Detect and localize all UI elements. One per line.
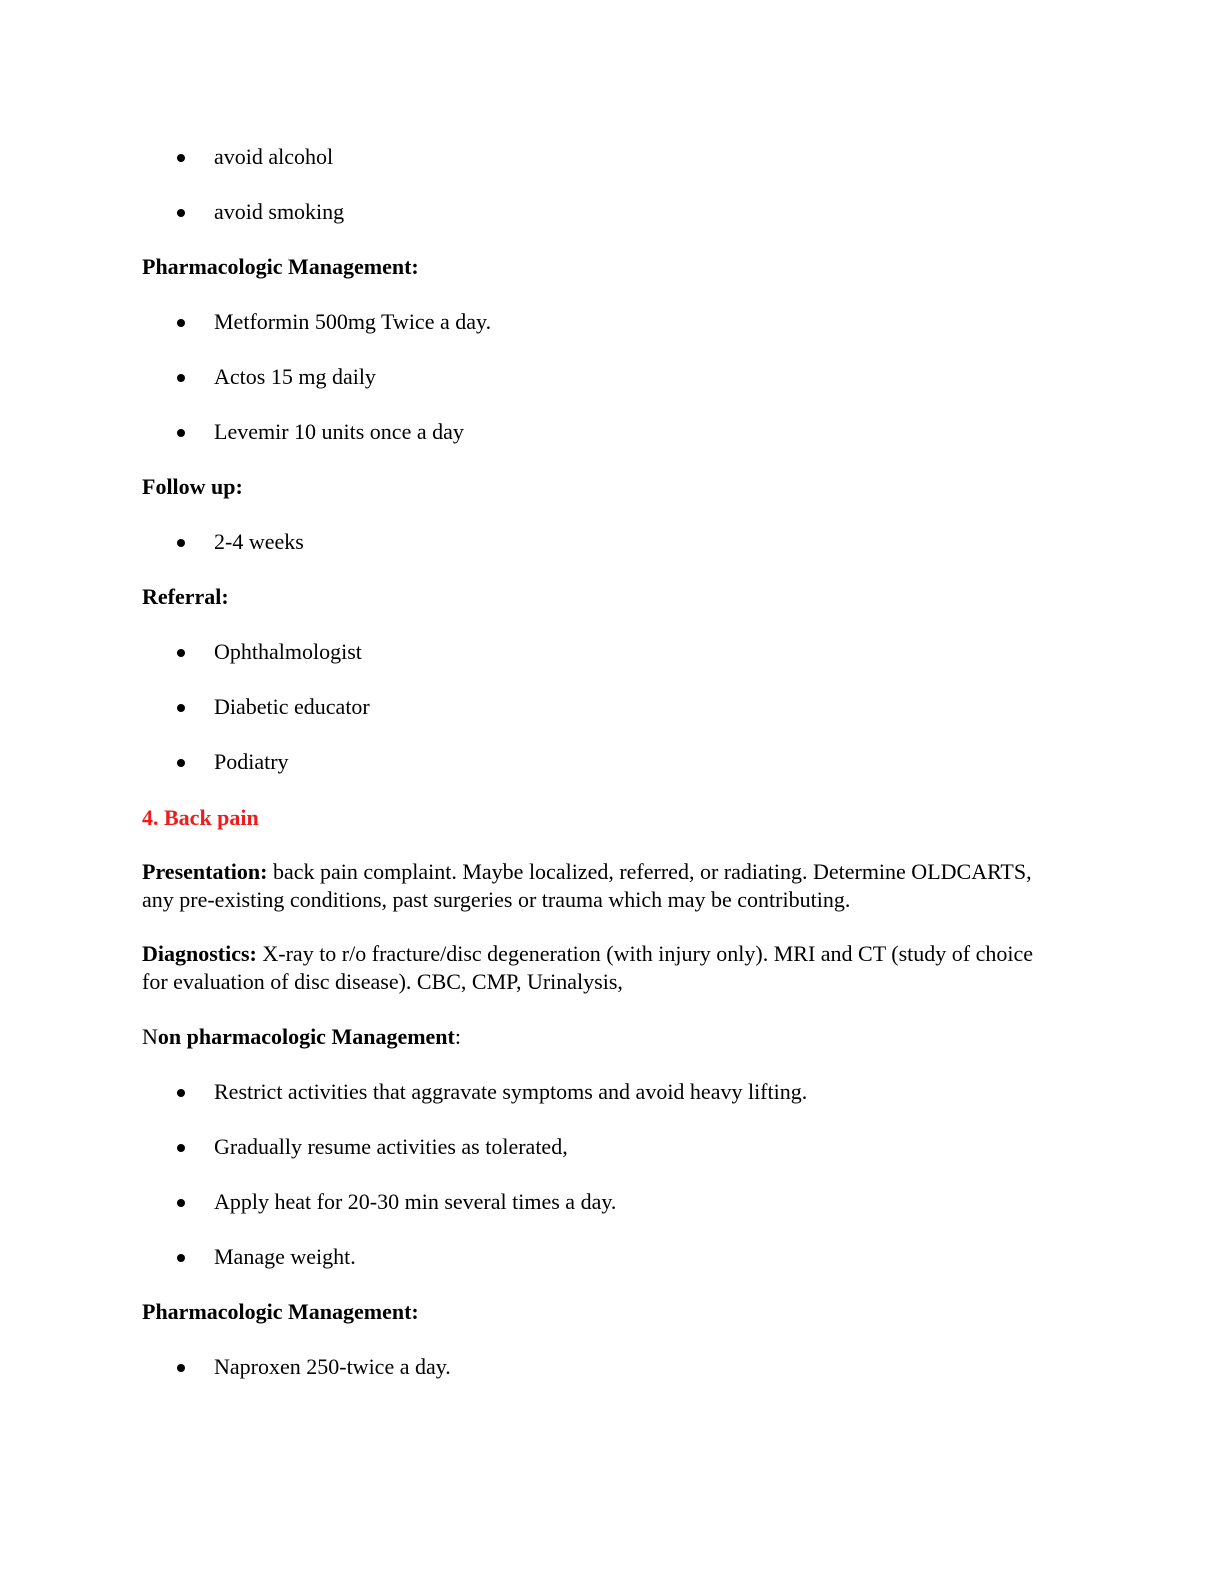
bullet-icon [177, 1364, 185, 1372]
list-item-text: Ophthalmologist [214, 639, 362, 664]
list-item-text: 2-4 weeks [214, 529, 304, 554]
referral-heading: Referral: [142, 584, 229, 609]
presentation-text: back pain complaint. Maybe localized, referred, or radiating. Determine OLDCARTS, any pre-existing conditions, past surgeries or trauma which may be contributing. [142, 859, 1032, 912]
section-title: 4. Back pain [142, 805, 259, 830]
bullet-icon [177, 1089, 185, 1097]
list-item-text: Levemir 10 units once a day [214, 419, 464, 444]
heading-initial: N [142, 1024, 158, 1049]
bullet-icon [177, 704, 185, 712]
presentation-label: Presentation: [142, 859, 268, 884]
bullet-icon [177, 1144, 185, 1152]
bullet-icon [177, 319, 185, 327]
diagnostics-text: X-ray to r/o fracture/disc degeneration (with injury only). MRI and CT (study of choice for evaluation of disc disease). CBC, CMP, Urinalysis, [142, 941, 1033, 994]
list-item-text: avoid alcohol [214, 144, 334, 169]
bullet-icon [177, 759, 185, 767]
list-item-text: Naproxen 250-twice a day. [214, 1354, 451, 1379]
list-item-text: Apply heat for 20-30 min several times a day. [214, 1189, 617, 1214]
list-item-text: Manage weight. [214, 1244, 356, 1269]
list-item-text: Diabetic educator [214, 694, 370, 719]
heading-bold: on pharmacologic Management [157, 1024, 455, 1049]
follow-up-heading: Follow up: [142, 474, 243, 499]
bullet-icon [177, 1199, 185, 1207]
pharmacologic-heading: Pharmacologic Management: [142, 254, 419, 279]
bullet-icon [177, 539, 185, 547]
diagnostics-paragraph [142, 940, 1052, 996]
bullet-icon [177, 1254, 185, 1262]
diagnostics-label: Diagnostics: [142, 941, 257, 966]
heading-colon: : [454, 1024, 461, 1049]
non-pharmacologic-heading [142, 1023, 461, 1051]
list-item-text: Metformin 500mg Twice a day. [214, 309, 492, 334]
list-item-text: Restrict activities that aggravate symptoms and avoid heavy lifting. [214, 1079, 808, 1104]
bullet-icon [177, 209, 185, 217]
presentation-paragraph [142, 858, 1052, 914]
bullet-icon [177, 154, 185, 162]
list-item-text: Actos 15 mg daily [214, 364, 376, 389]
list-item-text: Gradually resume activities as tolerated, [214, 1134, 568, 1159]
bullet-icon [177, 649, 185, 657]
list-item-text: avoid smoking [214, 199, 345, 224]
bullet-icon [177, 429, 185, 437]
bullet-icon [177, 374, 185, 382]
pharmacologic-heading: Pharmacologic Management: [142, 1299, 419, 1324]
list-item-text: Podiatry [214, 749, 289, 774]
